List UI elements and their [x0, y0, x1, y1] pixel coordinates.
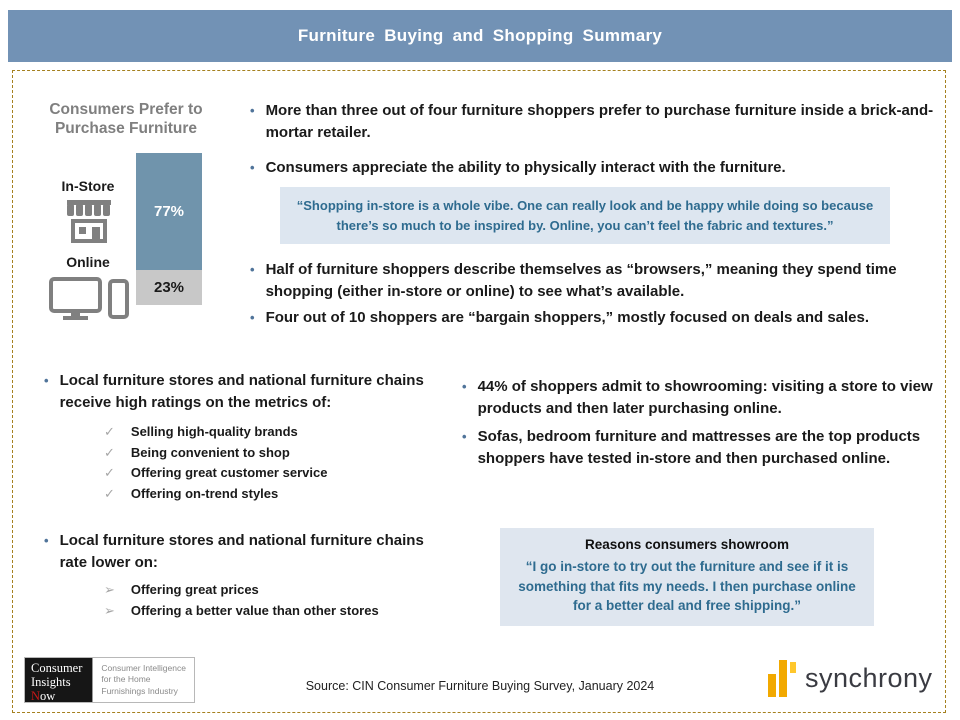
cin-tagline-line: Consumer Intelligence: [101, 662, 186, 673]
bar-value-online: 23%: [153, 279, 185, 296]
bullet-dot: •: [250, 160, 255, 175]
bullet-brick-and-mortar: [250, 100, 944, 144]
bullet-dot: •: [44, 373, 49, 388]
bullet-dot: •: [44, 533, 49, 548]
synchrony-logo: [768, 657, 933, 699]
source-text: Source: CIN Consumer Furniture Buying Survey, January 2024: [305, 679, 655, 693]
bullet-text: 44% of shoppers admit to showrooming: visiting a store to view products and then later purchasing online.: [477, 378, 933, 417]
bullet-top-products: [462, 426, 936, 470]
cin-logo-now-rest: ow: [40, 689, 56, 703]
page-title: Furniture Buying and Shopping Summary: [297, 26, 663, 45]
chart-title: Consumers Prefer to Purchase Furniture: [49, 101, 203, 138]
category-label-online: Online: [66, 254, 110, 270]
checklist-item-label: Selling high-quality brands: [130, 424, 298, 439]
storefront-icon: [62, 198, 116, 249]
cin-logo-red-n: N: [31, 689, 41, 703]
bullet-rate-lower: [44, 530, 452, 574]
bar-value-in-store: 77%: [153, 203, 185, 220]
bullet-text: Sofas, bedroom furniture and mattresses are the top products shoppers have tested in-store and then purchased online.: [477, 428, 921, 467]
bullet-text: Consumers appreciate the ability to physically interact with the furniture.: [265, 159, 786, 176]
checklist-item: [104, 485, 327, 503]
bullet-browsers: [250, 259, 944, 303]
stacked-bar-chart: [136, 153, 202, 305]
bullet-dot: •: [462, 379, 467, 394]
checklist-item: [104, 444, 327, 462]
bullet-text: Local furniture stores and national furniture chains receive high ratings on the metrics of:: [59, 372, 424, 411]
bullet-dot: •: [462, 429, 467, 444]
bullet-dot: •: [250, 310, 255, 325]
bullet-showrooming: [462, 376, 936, 420]
arrow-list-item: [104, 602, 379, 620]
checklist-item-label: Offering great customer service: [130, 465, 328, 481]
bullet-high-ratings: [44, 370, 452, 414]
arrow-list-item: [104, 581, 379, 599]
slide-header: [8, 10, 952, 62]
cin-tagline-line: for the Home: [101, 674, 151, 685]
bar-segment-online: [136, 270, 202, 305]
check-icon: ✓: [104, 444, 115, 460]
bullet-text: Four out of 10 shoppers are “bargain shoppers,” mostly focused on deals and sales.: [265, 309, 870, 326]
cin-logo-line: Consumer: [31, 661, 83, 675]
category-label-in-store: In-Store: [61, 178, 115, 194]
checklist-item-label: Being convenient to shop: [130, 444, 290, 460]
check-icon: ✓: [104, 424, 115, 439]
synchrony-bars-icon: [768, 657, 798, 699]
bullet-physical-interaction: [250, 157, 944, 179]
arrow-bullet-icon: ➢: [104, 582, 115, 597]
checklist-item: [104, 464, 327, 482]
high-ratings-checklist: [104, 423, 327, 502]
arrow-item-label: Offering a better value than other stores: [130, 602, 379, 618]
in-store-quote-box: “Shopping in-store is a whole vibe. One can really look and be happy while doing so because there’s so much to be inspired by. Online, you can’t feel the fabric and textures.”: [280, 187, 890, 244]
checklist-item-label: Offering on-trend styles: [130, 485, 279, 501]
bar-segment-in-store: [136, 153, 202, 270]
lower-ratings-list: [104, 581, 379, 619]
bullet-dot: •: [250, 262, 255, 277]
bullet-bargain-shoppers: [250, 307, 944, 329]
monitor-phone-icon: [48, 276, 130, 327]
bullet-dot: •: [250, 103, 255, 118]
check-icon: ✓: [104, 465, 115, 481]
showroom-box-quote: “I go in-store to try out the furniture and see if it is something that fits my needs. I then purchase online for a better deal and free shipping.”: [518, 559, 856, 614]
cin-tagline-line: Furnishings Industry: [101, 685, 178, 696]
showroom-box-heading: Reasons consumers showroom: [584, 537, 790, 552]
synchrony-wordmark: synchrony: [805, 662, 933, 693]
check-icon: ✓: [104, 485, 115, 501]
bullet-text: More than three out of four furniture shoppers prefer to purchase furniture inside a brick-and-mortar retailer.: [265, 102, 934, 141]
bullet-text: Half of furniture shoppers describe themselves as “browsers,” meaning they spend time shopping (either in-store or online) to see what’s available.: [265, 261, 897, 300]
bullet-text: Local furniture stores and national furniture chains rate lower on:: [59, 532, 424, 571]
arrow-bullet-icon: ➢: [104, 602, 115, 618]
arrow-item-label: Offering great prices: [130, 582, 259, 597]
checklist-item: [104, 423, 327, 441]
cin-logo-line: Insights: [31, 675, 71, 689]
showroom-reasons-box: [500, 528, 874, 626]
